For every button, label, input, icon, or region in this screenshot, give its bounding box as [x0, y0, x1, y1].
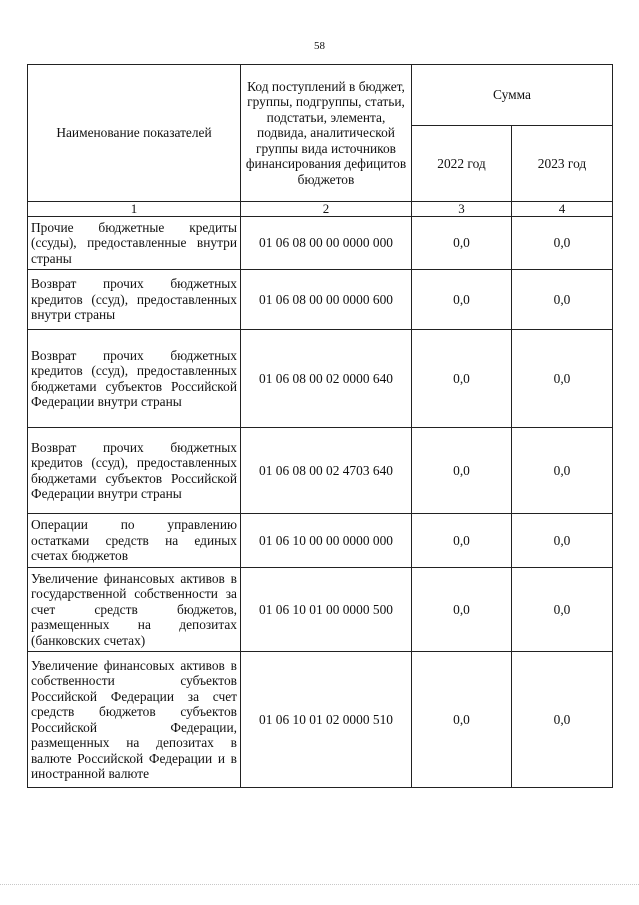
- row-value-2023: 0,0: [512, 514, 613, 568]
- row-code: 01 06 08 00 02 0000 640: [241, 330, 412, 428]
- header-name: Наименование показателей: [28, 65, 241, 202]
- column-number: 3: [412, 202, 512, 217]
- row-value-2023: 0,0: [512, 217, 613, 270]
- row-value-2023: 0,0: [512, 330, 613, 428]
- table-row: [28, 568, 613, 652]
- budget-sources-table: [27, 64, 613, 788]
- column-number: 4: [512, 202, 613, 217]
- table-row: [28, 270, 613, 330]
- row-name: Операции по управлению остатками средств на единых счетах бюджетов: [28, 514, 241, 568]
- row-code: 01 06 08 00 00 0000 600: [241, 270, 412, 330]
- row-value-2022: 0,0: [412, 217, 512, 270]
- row-code: 01 06 10 01 00 0000 500: [241, 568, 412, 652]
- column-number: 2: [241, 202, 412, 217]
- row-value-2022: 0,0: [412, 270, 512, 330]
- row-value-2022: 0,0: [412, 428, 512, 514]
- table-row: [28, 217, 613, 270]
- header-code: Код поступлений в бюджет, группы, подгруппы, статьи, подстатьи, элемента, подвида, аналитической группы вида источников финансирования дефицитов бюджетов: [241, 65, 412, 202]
- header-sum: Сумма: [412, 65, 613, 126]
- row-name: Возврат прочих бюджетных кредитов (ссуд), предоставленных бюджетами субъектов Российской Федерации внутри страны: [28, 330, 241, 428]
- row-name: Возврат прочих бюджетных кредитов (ссуд), предоставленных внутри страны: [28, 270, 241, 330]
- row-code: 01 06 10 00 00 0000 000: [241, 514, 412, 568]
- row-value-2023: 0,0: [512, 270, 613, 330]
- header-year-2022: 2022 год: [412, 126, 512, 202]
- header-year-2023: 2023 год: [512, 126, 613, 202]
- row-value-2022: 0,0: [412, 568, 512, 652]
- row-value-2022: 0,0: [412, 514, 512, 568]
- row-code: 01 06 08 00 00 0000 000: [241, 217, 412, 270]
- row-name: Прочие бюджетные кредиты (ссуды), предоставленные внутри страны: [28, 217, 241, 270]
- row-value-2023: 0,0: [512, 568, 613, 652]
- table-row: [28, 428, 613, 514]
- table-row: [28, 652, 613, 788]
- row-code: 01 06 10 01 02 0000 510: [241, 652, 412, 788]
- row-code: 01 06 08 00 02 4703 640: [241, 428, 412, 514]
- row-name: Возврат прочих бюджетных кредитов (ссуд), предоставленных бюджетами субъектов Российской Федерации внутри страны: [28, 428, 241, 514]
- page-number: 58: [314, 40, 325, 52]
- column-number-row: [28, 202, 613, 217]
- row-value-2023: 0,0: [512, 428, 613, 514]
- column-number: 1: [28, 202, 241, 217]
- table-row: [28, 330, 613, 428]
- row-value-2023: 0,0: [512, 652, 613, 788]
- row-value-2022: 0,0: [412, 330, 512, 428]
- table-row: [28, 514, 613, 568]
- row-name: Увеличение финансовых активов в собственности субъектов Российской Федерации за счет средств бюджетов субъектов Российской Федерации, размещенных на депозитах в валюте Российской Федерации и в иностранной валюте: [28, 652, 241, 788]
- row-name: Увеличение финансовых активов в государственной собственности за счет средств бюджетов, размещенных на депозитах (банковских счетах): [28, 568, 241, 652]
- row-value-2022: 0,0: [412, 652, 512, 788]
- scan-footer-dots: [0, 884, 639, 886]
